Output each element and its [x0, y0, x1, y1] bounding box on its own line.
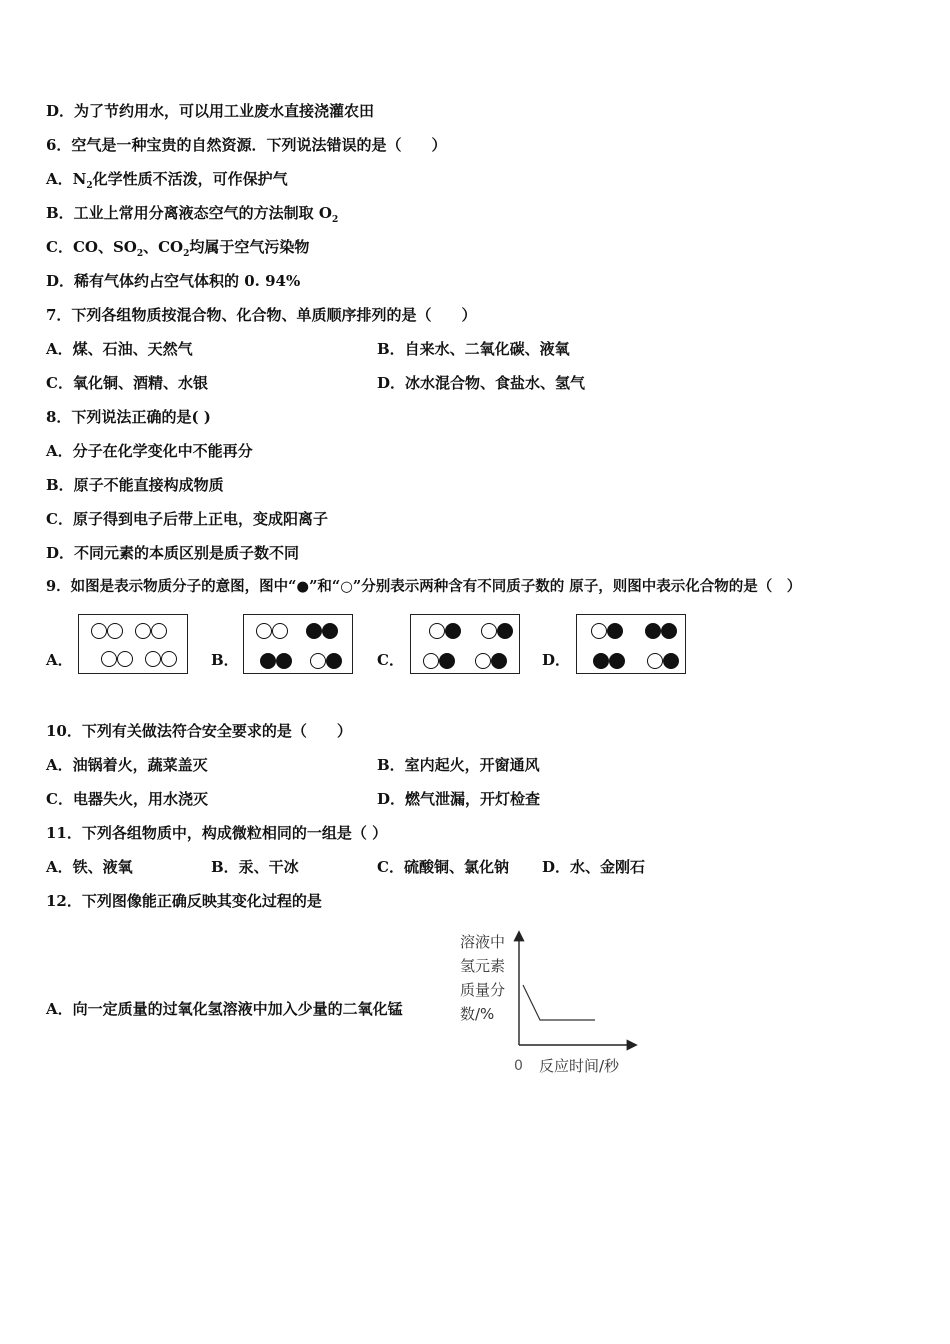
- q6-c-p3: 均属于空气污染物: [189, 238, 310, 256]
- q12-option-a: A．向一定质量的过氧化氢溶液中加入少量的二氧化锰: [46, 1000, 403, 1018]
- q7-option-b: B．自来水、二氧化碳、液氧: [377, 340, 570, 358]
- black-atom: [593, 653, 609, 669]
- black-atom: [276, 653, 292, 669]
- molecule: [310, 653, 342, 669]
- x-axis-label: 反应时间/秒: [539, 1057, 620, 1075]
- q7-option-c: C．氧化铜、酒精、水银: [46, 374, 208, 392]
- black-atom: [645, 623, 661, 639]
- q11-option-a: A．铁、液氧: [46, 858, 133, 876]
- q11-option-c: C．硫酸铜、氯化钠: [377, 858, 509, 876]
- q6-a-sub: 2: [86, 181, 93, 191]
- q6-a-prefix: A．N: [46, 170, 87, 188]
- y-label-line-4: 数/%: [460, 1005, 495, 1023]
- molecule: [91, 623, 123, 639]
- molecule: [306, 623, 338, 639]
- black-atom: [326, 653, 342, 669]
- q11-option-d: D．水、金刚石: [542, 858, 646, 876]
- q6-a-suffix: 化学性质不活泼，可作保护气: [92, 170, 288, 188]
- molecule: [591, 623, 623, 639]
- q12-stem: 12．下列图像能正确反映其变化过程的是: [46, 892, 322, 910]
- black-atom: [491, 653, 507, 669]
- q9-diagram-d: [576, 614, 686, 674]
- q6-c-sub2: 2: [183, 249, 190, 259]
- white-atom: [135, 623, 151, 639]
- q11-option-b: B．汞、干冰: [211, 858, 299, 876]
- black-atom: [497, 623, 513, 639]
- q9-diagram-a: [78, 614, 188, 674]
- black-atom: [609, 653, 625, 669]
- white-atom: [151, 623, 167, 639]
- white-atom: [647, 653, 663, 669]
- y-label-line-3: 质量分: [460, 981, 506, 999]
- molecule: [647, 653, 679, 669]
- q10-option-b: B．室内起火，开窗通风: [377, 756, 540, 774]
- q6-option-b: [46, 203, 338, 230]
- white-atom: [161, 651, 177, 667]
- white-atom: [145, 651, 161, 667]
- q6-option-c: [46, 237, 309, 264]
- q8-option-d: D．不同元素的本质区别是质子数不同: [46, 544, 300, 562]
- molecule: [101, 651, 133, 667]
- q9-diagram-b: [243, 614, 353, 674]
- white-atom: [481, 623, 497, 639]
- q7-option-a: A．煤、石油、天然气: [46, 340, 193, 358]
- q6-c-sub1: 2: [136, 249, 144, 259]
- molecule: [135, 623, 167, 639]
- q10-stem: 10．下列有关做法符合安全要求的是（ ）: [46, 722, 352, 740]
- black-atom: [445, 623, 461, 639]
- q8-option-c: C．原子得到电子后带上正电，变成阳离子: [46, 510, 328, 528]
- white-atom: [429, 623, 445, 639]
- q10-option-d: D．燃气泄漏，开灯检查: [377, 790, 541, 808]
- data-curve: [523, 985, 595, 1020]
- q6-stem: 6．空气是一种宝贵的自然资源．下列说法错误的是（ ）: [46, 136, 447, 154]
- q12-graph: [455, 925, 645, 1080]
- q9-stem: 9．如图是表示物质分子的意图，图中“●”和“○”分别表示两种含有不同质子数的 原子，则图中表示化合物的是（ ）: [46, 578, 802, 595]
- molecule: [145, 651, 177, 667]
- molecule: [260, 653, 292, 669]
- white-atom: [117, 651, 133, 667]
- black-atom: [306, 623, 322, 639]
- black-atom: [322, 623, 338, 639]
- black-atom: [260, 653, 276, 669]
- y-label-line-2: 氢元素: [460, 957, 506, 975]
- q6-b-prefix: B．工业上常用分离液态空气的方法制取 O: [46, 204, 332, 222]
- white-atom: [107, 623, 123, 639]
- q6-c-p1: C．CO、SO: [46, 238, 137, 256]
- q11-stem: 11．下列各组物质中，构成微粒相同的一组是（ ）: [46, 824, 388, 842]
- q7-stem: 7．下列各组物质按混合物、化合物、单质顺序排列的是（ ）: [46, 306, 477, 324]
- white-atom: [256, 623, 272, 639]
- q9-label-d: D．: [542, 651, 571, 669]
- black-atom: [663, 653, 679, 669]
- q10-option-a: A．油锅着火，蔬菜盖灭: [46, 756, 208, 774]
- q9-label-a: A．: [46, 651, 73, 669]
- white-atom: [310, 653, 326, 669]
- q9-label-b: B．: [211, 651, 239, 669]
- q5-option-d: D．为了节约用水，可以用工业废水直接浇灌农田: [46, 102, 375, 120]
- molecule: [645, 623, 677, 639]
- molecule: [423, 653, 455, 669]
- white-atom: [591, 623, 607, 639]
- q9-diagram-c: [410, 614, 520, 674]
- white-atom: [91, 623, 107, 639]
- white-atom: [272, 623, 288, 639]
- q8-option-a: A．分子在化学变化中不能再分: [46, 442, 253, 460]
- molecule: [256, 623, 288, 639]
- y-label-line-1: 溶液中: [460, 933, 506, 951]
- q6-c-p2: 、CO: [143, 238, 184, 256]
- white-atom: [423, 653, 439, 669]
- q10-option-c: C．电器失火，用水浇灭: [46, 790, 208, 808]
- q7-option-d: D．冰水混合物、食盐水、氢气: [377, 374, 586, 392]
- q9-label-c: C．: [377, 651, 404, 669]
- q6-b-sub: 2: [331, 215, 339, 225]
- molecule: [429, 623, 461, 639]
- molecule: [481, 623, 513, 639]
- molecule: [593, 653, 625, 669]
- q8-stem: 8．下列说法正确的是( ): [46, 408, 211, 426]
- molecule: [475, 653, 507, 669]
- white-atom: [475, 653, 491, 669]
- black-atom: [607, 623, 623, 639]
- white-atom: [101, 651, 117, 667]
- q6-option-d: D．稀有气体约占空气体积的 0. 94%: [46, 272, 301, 290]
- q8-option-b: B．原子不能直接构成物质: [46, 476, 224, 494]
- q6-option-a: [46, 169, 288, 196]
- black-atom: [439, 653, 455, 669]
- black-atom: [661, 623, 677, 639]
- origin-label: 0: [514, 1058, 523, 1074]
